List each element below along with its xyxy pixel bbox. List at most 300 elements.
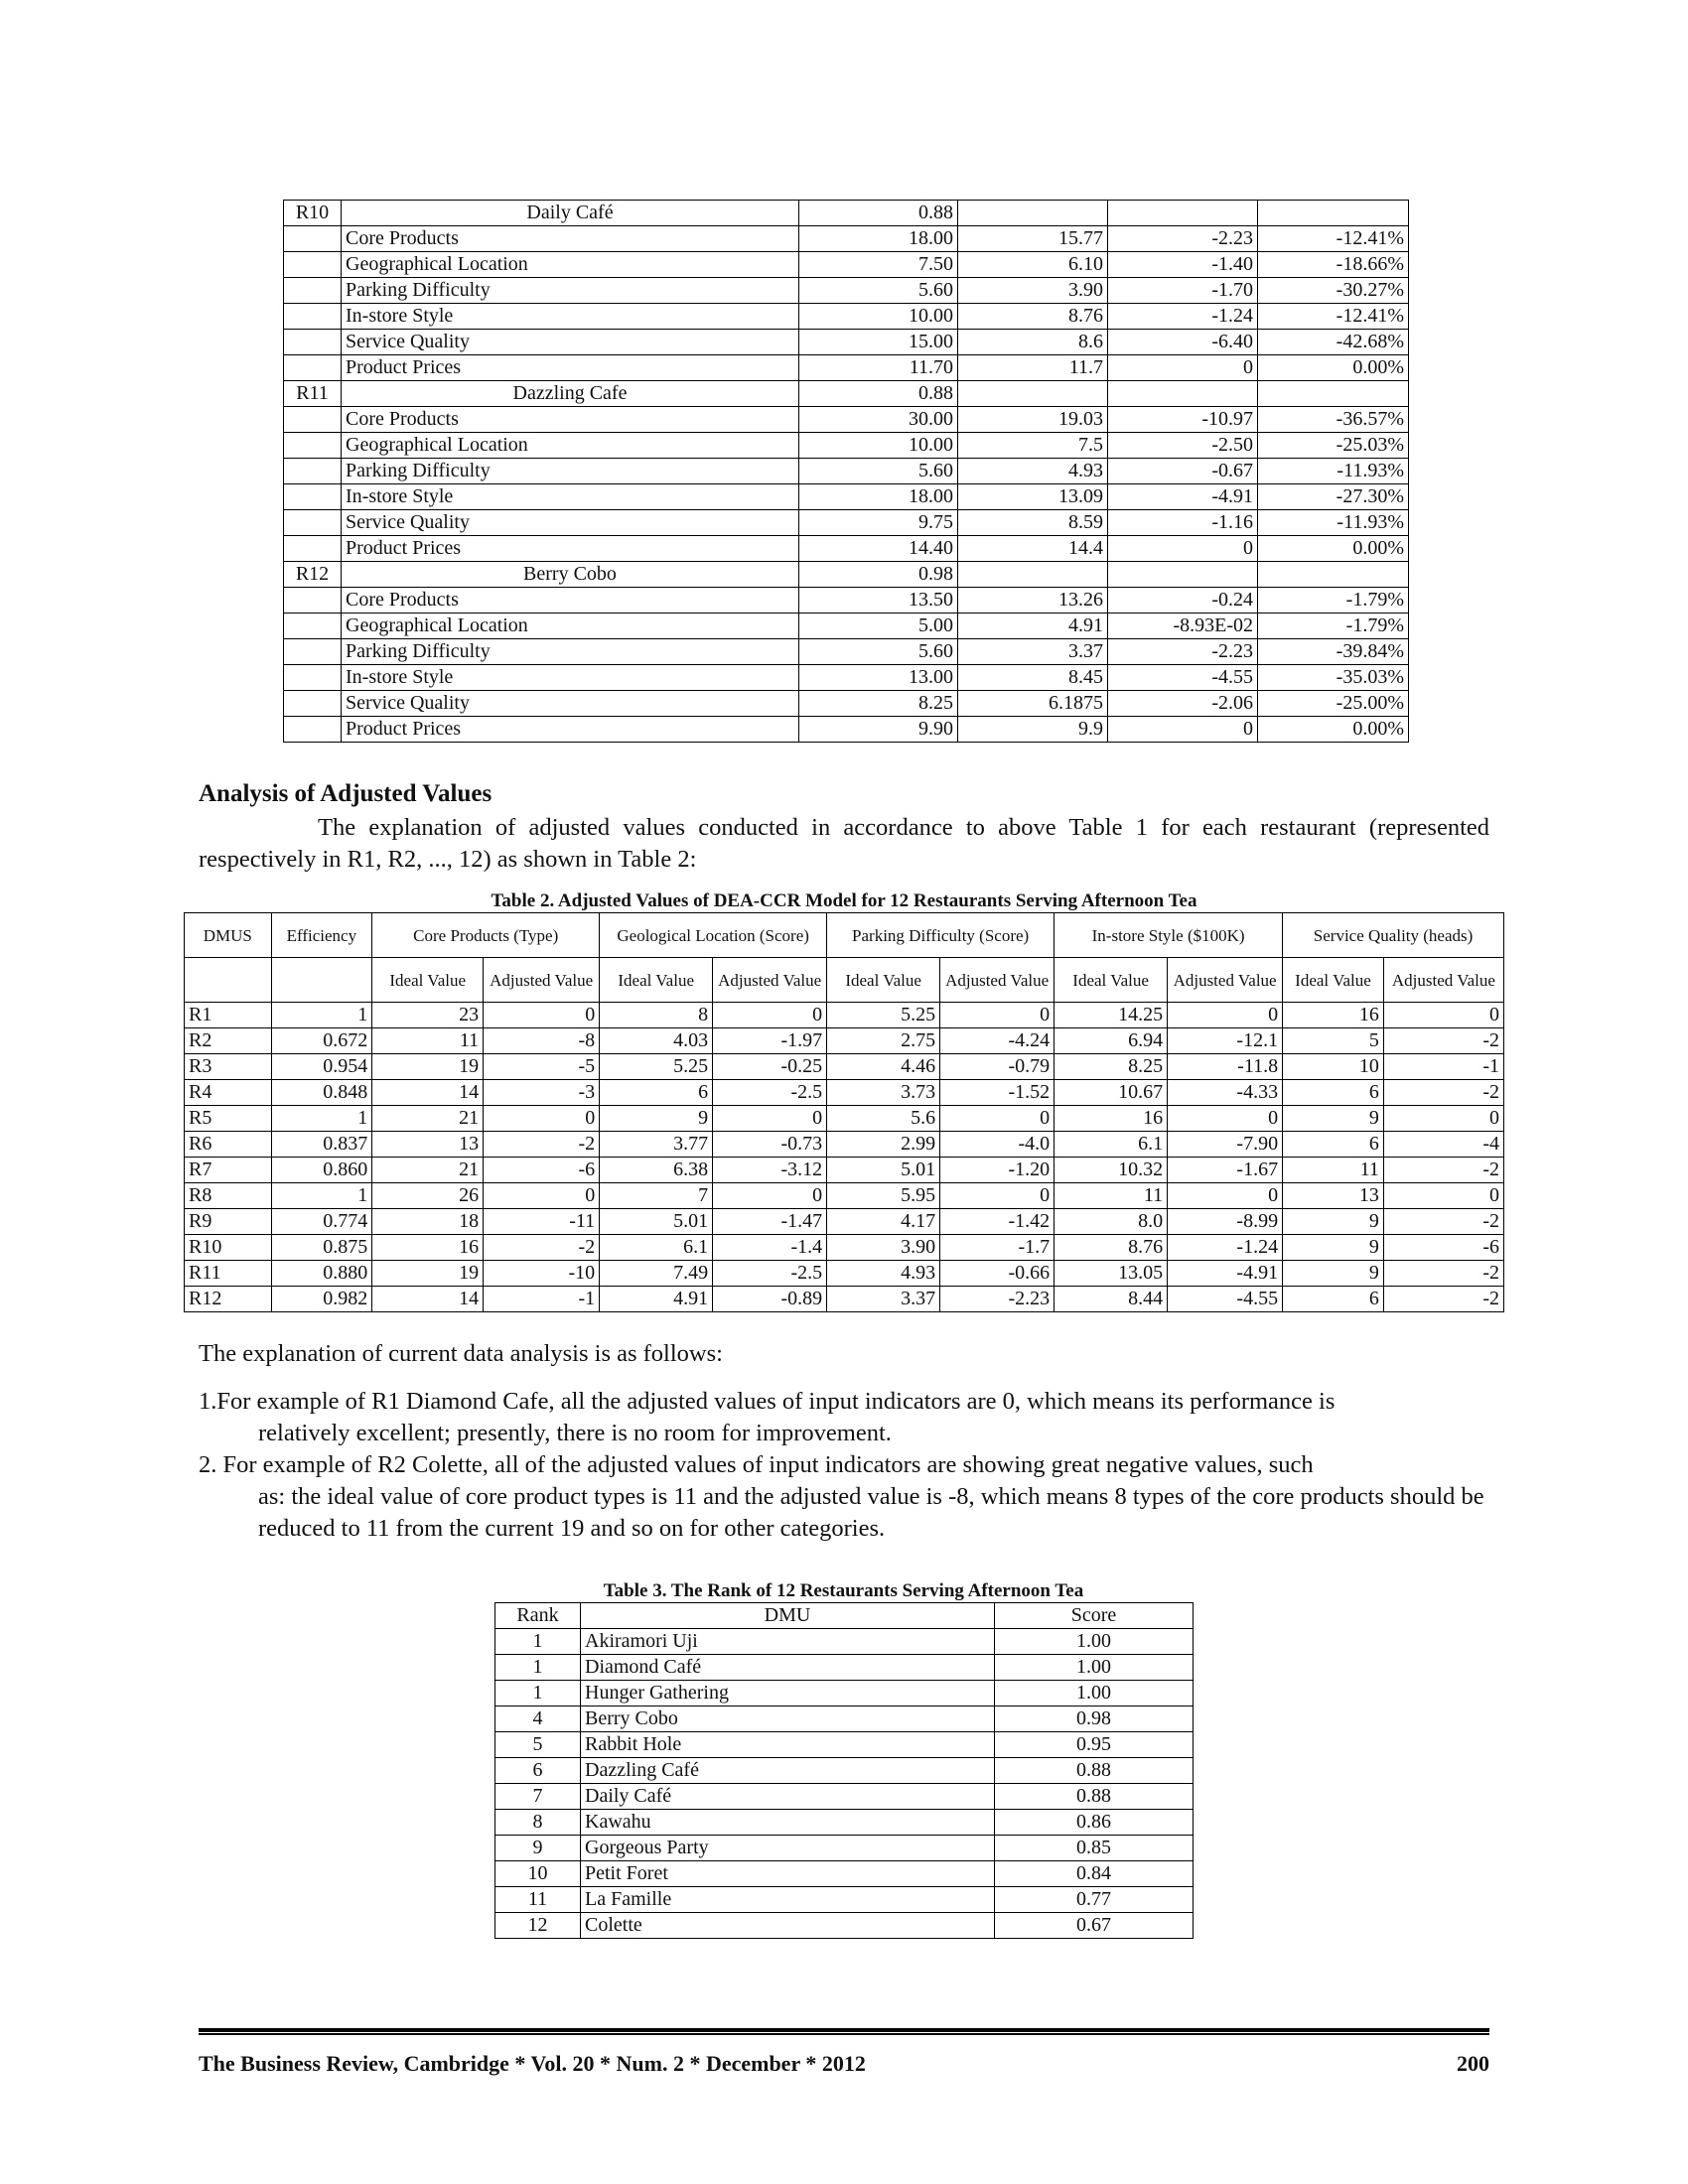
value-cell: 11.7 xyxy=(958,355,1108,381)
value-cell: 8.0 xyxy=(1055,1209,1168,1235)
value-cell: 8.44 xyxy=(1055,1287,1168,1312)
value-cell: 15.00 xyxy=(799,330,958,355)
value-cell: -0.66 xyxy=(940,1261,1055,1287)
value-cell: 0.848 xyxy=(271,1080,372,1106)
empty-cell xyxy=(284,691,342,717)
value-cell: 19 xyxy=(372,1054,484,1080)
rank-cell: 10 xyxy=(495,1861,581,1887)
empty-cell xyxy=(1108,201,1258,226)
empty-cell xyxy=(284,588,342,614)
table-row xyxy=(495,1732,1194,1758)
value-cell: -0.25 xyxy=(713,1054,827,1080)
list-item-first-line: 2. For example of R2 Colette, all of the adjusted values of input indicators are showing great negative values, such xyxy=(199,1451,1314,1478)
dmu-name-cell: Dazzling Cafe xyxy=(342,381,799,407)
value-cell: 10.67 xyxy=(1055,1080,1168,1106)
value-cell: 6.94 xyxy=(1055,1028,1168,1054)
list-item-continuation: relatively excellent; presently, there is no room for improvement. xyxy=(258,1420,892,1446)
value-cell: -2.23 xyxy=(1108,226,1258,252)
ideal-value-header: Ideal Value xyxy=(372,958,484,1003)
value-cell: 6.38 xyxy=(600,1158,713,1183)
value-cell: -0.89 xyxy=(713,1287,827,1312)
table-row xyxy=(284,304,1409,330)
col-efficiency: Efficiency xyxy=(271,913,372,958)
value-cell: 1 xyxy=(271,1106,372,1132)
indicator-cell: Product Prices xyxy=(342,355,799,381)
dmu-cell: Hunger Gathering xyxy=(581,1681,995,1706)
empty-cell xyxy=(284,433,342,459)
indicator-cell: Core Products xyxy=(342,226,799,252)
value-cell: 10.00 xyxy=(799,304,958,330)
value-cell: 13.00 xyxy=(799,665,958,691)
value-cell: -2 xyxy=(1383,1209,1503,1235)
empty-cell xyxy=(284,252,342,278)
table-row xyxy=(284,278,1409,304)
table-3-caption: Table 3. The Rank of 12 Restaurants Serving Afternoon Tea xyxy=(603,1580,1084,1601)
rank-cell: 5 xyxy=(495,1732,581,1758)
value-cell: -4.55 xyxy=(1168,1287,1283,1312)
value-cell: 18 xyxy=(372,1209,484,1235)
dmu-cell: R2 xyxy=(185,1028,272,1054)
value-cell: 11 xyxy=(1055,1183,1168,1209)
score-cell: 0.95 xyxy=(995,1732,1194,1758)
value-cell: 9 xyxy=(1283,1106,1384,1132)
value-cell: -0.73 xyxy=(713,1132,827,1158)
value-cell: -2 xyxy=(484,1235,600,1261)
col-score: Score xyxy=(995,1603,1194,1629)
value-cell: 0 xyxy=(1168,1003,1283,1028)
table-row xyxy=(284,717,1409,743)
value-cell: 0 xyxy=(940,1106,1055,1132)
value-cell: 0.672 xyxy=(271,1028,372,1054)
adjusted-value-header: Adjusted Value xyxy=(940,958,1055,1003)
value-cell: 30.00 xyxy=(799,407,958,433)
empty-cell xyxy=(1108,562,1258,588)
value-cell: 0.00% xyxy=(1258,355,1409,381)
value-cell: 10.32 xyxy=(1055,1158,1168,1183)
value-cell: -8.99 xyxy=(1168,1209,1283,1235)
value-cell: 16 xyxy=(372,1235,484,1261)
value-cell: -10.97 xyxy=(1108,407,1258,433)
score-cell: 0.88 xyxy=(995,1758,1194,1784)
dmu-id-cell: R10 xyxy=(284,201,342,226)
value-cell: 5.60 xyxy=(799,459,958,484)
value-cell: -11.93% xyxy=(1258,459,1409,484)
table-3-header-row xyxy=(495,1603,1194,1629)
value-cell: -2 xyxy=(484,1132,600,1158)
table-row xyxy=(495,1887,1194,1913)
rank-cell: 7 xyxy=(495,1784,581,1810)
page-number: 200 xyxy=(1457,2051,1489,2076)
value-cell: -2 xyxy=(1383,1261,1503,1287)
table-row xyxy=(185,1235,1504,1261)
value-cell: -0.24 xyxy=(1108,588,1258,614)
table-row xyxy=(284,407,1409,433)
table-row xyxy=(284,484,1409,510)
empty-cell xyxy=(1258,381,1409,407)
dmu-id-cell: R11 xyxy=(284,381,342,407)
table-2 xyxy=(184,912,1504,1312)
table-row xyxy=(284,665,1409,691)
list-item xyxy=(199,1386,1489,1449)
value-cell: 5.95 xyxy=(827,1183,940,1209)
empty-cell xyxy=(284,484,342,510)
adjusted-value-header: Adjusted Value xyxy=(713,958,827,1003)
value-cell: 1 xyxy=(271,1183,372,1209)
value-cell: 6 xyxy=(1283,1287,1384,1312)
dmu-cell: R6 xyxy=(185,1132,272,1158)
value-cell: -1.24 xyxy=(1108,304,1258,330)
value-cell: 0 xyxy=(713,1003,827,1028)
value-cell: 0 xyxy=(1168,1106,1283,1132)
value-cell: 0.860 xyxy=(271,1158,372,1183)
value-cell: 5.01 xyxy=(600,1209,713,1235)
empty-cell xyxy=(958,381,1108,407)
value-cell: 14 xyxy=(372,1080,484,1106)
rank-cell: 8 xyxy=(495,1810,581,1836)
adjusted-value-header: Adjusted Value xyxy=(484,958,600,1003)
value-cell: -2 xyxy=(1383,1080,1503,1106)
list-item xyxy=(199,1449,1489,1545)
dmu-cell: Diamond Café xyxy=(581,1655,995,1681)
dmu-cell: Daily Café xyxy=(581,1784,995,1810)
value-cell: -6 xyxy=(1383,1235,1503,1261)
empty-cell xyxy=(284,665,342,691)
table-row xyxy=(495,1861,1194,1887)
value-cell: 0.837 xyxy=(271,1132,372,1158)
value-cell: 4.91 xyxy=(600,1287,713,1312)
table-row xyxy=(495,1706,1194,1732)
adjusted-value-header: Adjusted Value xyxy=(1383,958,1503,1003)
table-row xyxy=(284,639,1409,665)
value-cell: -25.00% xyxy=(1258,691,1409,717)
value-cell: -1 xyxy=(1383,1054,1503,1080)
value-cell: 5.01 xyxy=(827,1158,940,1183)
table-row xyxy=(284,226,1409,252)
value-cell: -10 xyxy=(484,1261,600,1287)
section-heading: Analysis of Adjusted Values xyxy=(199,780,492,807)
rank-cell: 9 xyxy=(495,1836,581,1861)
value-cell: 1 xyxy=(271,1003,372,1028)
value-cell: 9.9 xyxy=(958,717,1108,743)
dmu-cell: R9 xyxy=(185,1209,272,1235)
value-cell: 0 xyxy=(484,1183,600,1209)
dmu-cell: Berry Cobo xyxy=(581,1706,995,1732)
table-3 xyxy=(494,1602,1194,1939)
empty-cell xyxy=(284,459,342,484)
indicator-cell: In-store Style xyxy=(342,665,799,691)
col-core-products: Core Products (Type) xyxy=(372,913,600,958)
table-row xyxy=(185,1106,1504,1132)
empty-cell xyxy=(284,536,342,562)
value-cell: 0.954 xyxy=(271,1054,372,1080)
value-cell: 0 xyxy=(484,1106,600,1132)
value-cell: 6 xyxy=(1283,1080,1384,1106)
score-cell: 0.88 xyxy=(995,1784,1194,1810)
table-row xyxy=(495,1913,1194,1939)
empty-cell xyxy=(271,958,372,1003)
table-row xyxy=(495,1629,1194,1655)
table-row xyxy=(284,433,1409,459)
value-cell: -11 xyxy=(484,1209,600,1235)
table-row xyxy=(284,201,1409,226)
value-cell: 6.1 xyxy=(1055,1132,1168,1158)
value-cell: -2.5 xyxy=(713,1080,827,1106)
value-cell: 5.6 xyxy=(827,1106,940,1132)
value-cell: -2.50 xyxy=(1108,433,1258,459)
value-cell: -2.23 xyxy=(940,1287,1055,1312)
empty-cell xyxy=(284,717,342,743)
col-instore-style: In-store Style ($100K) xyxy=(1055,913,1283,958)
dmu-score-cell: 0.88 xyxy=(799,201,958,226)
value-cell: 8.25 xyxy=(799,691,958,717)
empty-cell xyxy=(958,201,1108,226)
indicator-cell: Core Products xyxy=(342,407,799,433)
value-cell: 18.00 xyxy=(799,484,958,510)
table-row xyxy=(495,1758,1194,1784)
value-cell: 5.60 xyxy=(799,278,958,304)
value-cell: 13 xyxy=(372,1132,484,1158)
indicator-cell: Product Prices xyxy=(342,717,799,743)
value-cell: -0.67 xyxy=(1108,459,1258,484)
value-cell: 2.75 xyxy=(827,1028,940,1054)
table-row xyxy=(185,1028,1504,1054)
dmu-cell: Petit Foret xyxy=(581,1861,995,1887)
dmu-cell: R5 xyxy=(185,1106,272,1132)
value-cell: 3.90 xyxy=(958,278,1108,304)
value-cell: 4.93 xyxy=(827,1261,940,1287)
ideal-value-header: Ideal Value xyxy=(1283,958,1384,1003)
table-row xyxy=(185,1287,1504,1312)
indicator-cell: Service Quality xyxy=(342,691,799,717)
dmu-id-cell: R12 xyxy=(284,562,342,588)
value-cell: -1.70 xyxy=(1108,278,1258,304)
value-cell: -8.93E-02 xyxy=(1108,614,1258,639)
value-cell: 5.00 xyxy=(799,614,958,639)
value-cell: 0.00% xyxy=(1258,717,1409,743)
table-row xyxy=(284,588,1409,614)
value-cell: 23 xyxy=(372,1003,484,1028)
value-cell: -4.33 xyxy=(1168,1080,1283,1106)
value-cell: 3.90 xyxy=(827,1235,940,1261)
table-row xyxy=(185,1080,1504,1106)
value-cell: -12.1 xyxy=(1168,1028,1283,1054)
dmu-cell: Rabbit Hole xyxy=(581,1732,995,1758)
table-row xyxy=(185,1183,1504,1209)
empty-cell xyxy=(958,562,1108,588)
value-cell: -6 xyxy=(484,1158,600,1183)
table-row xyxy=(284,510,1409,536)
value-cell: -27.30% xyxy=(1258,484,1409,510)
value-cell: 11 xyxy=(372,1028,484,1054)
value-cell: -8 xyxy=(484,1028,600,1054)
value-cell: 8.76 xyxy=(1055,1235,1168,1261)
score-cell: 0.86 xyxy=(995,1810,1194,1836)
dmu-cell: R3 xyxy=(185,1054,272,1080)
value-cell: 3.73 xyxy=(827,1080,940,1106)
rank-cell: 1 xyxy=(495,1629,581,1655)
col-service-quality: Service Quality (heads) xyxy=(1283,913,1504,958)
value-cell: -5 xyxy=(484,1054,600,1080)
table-row xyxy=(185,1003,1504,1028)
value-cell: -1.42 xyxy=(940,1209,1055,1235)
table-row xyxy=(284,252,1409,278)
value-cell: 0 xyxy=(940,1003,1055,1028)
score-cell: 1.00 xyxy=(995,1681,1194,1706)
dmu-cell: Gorgeous Party xyxy=(581,1836,995,1861)
value-cell: 9 xyxy=(1283,1235,1384,1261)
value-cell: -1.67 xyxy=(1168,1158,1283,1183)
value-cell: 0 xyxy=(1108,717,1258,743)
table-row xyxy=(495,1681,1194,1706)
value-cell: 3.37 xyxy=(958,639,1108,665)
score-cell: 1.00 xyxy=(995,1655,1194,1681)
score-cell: 0.98 xyxy=(995,1706,1194,1732)
value-cell: -6.40 xyxy=(1108,330,1258,355)
empty-cell xyxy=(284,278,342,304)
value-cell: 9 xyxy=(1283,1261,1384,1287)
value-cell: 4.93 xyxy=(958,459,1108,484)
dmu-cell: R7 xyxy=(185,1158,272,1183)
ideal-value-header: Ideal Value xyxy=(827,958,940,1003)
table-2-caption: Table 2. Adjusted Values of DEA-CCR Model for 12 Restaurants Serving Afternoon Tea xyxy=(491,890,1197,911)
table-row xyxy=(495,1810,1194,1836)
value-cell: 13 xyxy=(1283,1183,1384,1209)
table-row xyxy=(495,1836,1194,1861)
indicator-cell: In-store Style xyxy=(342,484,799,510)
value-cell: 13.05 xyxy=(1055,1261,1168,1287)
footer-journal: The Business Review, Cambridge * Vol. 20 * Num. 2 * December * 2012 xyxy=(199,2051,866,2076)
table-row xyxy=(185,1054,1504,1080)
value-cell: 16 xyxy=(1055,1106,1168,1132)
value-cell: 9.75 xyxy=(799,510,958,536)
value-cell: -4.55 xyxy=(1108,665,1258,691)
value-cell: -4 xyxy=(1383,1132,1503,1158)
value-cell: -0.79 xyxy=(940,1054,1055,1080)
empty-cell xyxy=(284,355,342,381)
dmu-name-cell: Daily Café xyxy=(342,201,799,226)
empty-cell xyxy=(1258,201,1409,226)
col-dmus: DMUS xyxy=(185,913,272,958)
value-cell: 0 xyxy=(1108,536,1258,562)
table-row xyxy=(284,381,1409,407)
value-cell: 0.982 xyxy=(271,1287,372,1312)
value-cell: -11.8 xyxy=(1168,1054,1283,1080)
value-cell: 21 xyxy=(372,1158,484,1183)
value-cell: -18.66% xyxy=(1258,252,1409,278)
value-cell: 6.10 xyxy=(958,252,1108,278)
indicator-cell: In-store Style xyxy=(342,304,799,330)
dmu-cell: R10 xyxy=(185,1235,272,1261)
value-cell: -12.41% xyxy=(1258,226,1409,252)
value-cell: 5.60 xyxy=(799,639,958,665)
table-row xyxy=(284,562,1409,588)
value-cell: 26 xyxy=(372,1183,484,1209)
value-cell: -11.93% xyxy=(1258,510,1409,536)
dmu-cell: R8 xyxy=(185,1183,272,1209)
value-cell: -2 xyxy=(1383,1287,1503,1312)
rank-cell: 1 xyxy=(495,1655,581,1681)
value-cell: -4.91 xyxy=(1168,1261,1283,1287)
dmu-cell: Kawahu xyxy=(581,1810,995,1836)
value-cell: 8.76 xyxy=(958,304,1108,330)
value-cell: 18.00 xyxy=(799,226,958,252)
value-cell: 7 xyxy=(600,1183,713,1209)
value-cell: 8 xyxy=(600,1003,713,1028)
value-cell: 4.17 xyxy=(827,1209,940,1235)
value-cell: -4.0 xyxy=(940,1132,1055,1158)
value-cell: 5 xyxy=(1283,1028,1384,1054)
value-cell: 5.25 xyxy=(600,1054,713,1080)
value-cell: -1.40 xyxy=(1108,252,1258,278)
value-cell: -30.27% xyxy=(1258,278,1409,304)
value-cell: 14.4 xyxy=(958,536,1108,562)
dmu-cell: R4 xyxy=(185,1080,272,1106)
score-cell: 0.67 xyxy=(995,1913,1194,1939)
rank-cell: 6 xyxy=(495,1758,581,1784)
value-cell: 13.50 xyxy=(799,588,958,614)
value-cell: -36.57% xyxy=(1258,407,1409,433)
col-parking-difficulty: Parking Difficulty (Score) xyxy=(827,913,1055,958)
value-cell: -2 xyxy=(1383,1028,1503,1054)
table-row xyxy=(284,536,1409,562)
value-cell: 4.46 xyxy=(827,1054,940,1080)
value-cell: -35.03% xyxy=(1258,665,1409,691)
value-cell: 2.99 xyxy=(827,1132,940,1158)
value-cell: 21 xyxy=(372,1106,484,1132)
value-cell: -1.7 xyxy=(940,1235,1055,1261)
value-cell: 14.25 xyxy=(1055,1003,1168,1028)
value-cell: -1.16 xyxy=(1108,510,1258,536)
value-cell: 0 xyxy=(1383,1183,1503,1209)
value-cell: 11 xyxy=(1283,1158,1384,1183)
indicator-cell: Parking Difficulty xyxy=(342,278,799,304)
col-geological-location: Geological Location (Score) xyxy=(600,913,827,958)
dmu-cell: R11 xyxy=(185,1261,272,1287)
empty-cell xyxy=(284,226,342,252)
table-2-header-row-2 xyxy=(185,958,1504,1003)
value-cell: -42.68% xyxy=(1258,330,1409,355)
value-cell: -2.23 xyxy=(1108,639,1258,665)
value-cell: 5.25 xyxy=(827,1003,940,1028)
value-cell: 19.03 xyxy=(958,407,1108,433)
score-cell: 0.84 xyxy=(995,1861,1194,1887)
value-cell: 8.25 xyxy=(1055,1054,1168,1080)
value-cell: 8.59 xyxy=(958,510,1108,536)
value-cell: 0 xyxy=(713,1183,827,1209)
value-cell: 14.40 xyxy=(799,536,958,562)
value-cell: 0 xyxy=(1108,355,1258,381)
ideal-value-header: Ideal Value xyxy=(1055,958,1168,1003)
table-row xyxy=(495,1655,1194,1681)
empty-cell xyxy=(284,407,342,433)
value-cell: -2 xyxy=(1383,1158,1503,1183)
empty-cell xyxy=(1108,381,1258,407)
table-row xyxy=(495,1784,1194,1810)
value-cell: 0.774 xyxy=(271,1209,372,1235)
empty-cell xyxy=(185,958,272,1003)
score-cell: 0.77 xyxy=(995,1887,1194,1913)
value-cell: -1.52 xyxy=(940,1080,1055,1106)
value-cell: 10.00 xyxy=(799,433,958,459)
value-cell: 0.00% xyxy=(1258,536,1409,562)
value-cell: 0 xyxy=(1168,1183,1283,1209)
rank-cell: 4 xyxy=(495,1706,581,1732)
empty-cell xyxy=(284,614,342,639)
value-cell: -2.5 xyxy=(713,1261,827,1287)
value-cell: 4.91 xyxy=(958,614,1108,639)
value-cell: -12.41% xyxy=(1258,304,1409,330)
value-cell: -3.12 xyxy=(713,1158,827,1183)
